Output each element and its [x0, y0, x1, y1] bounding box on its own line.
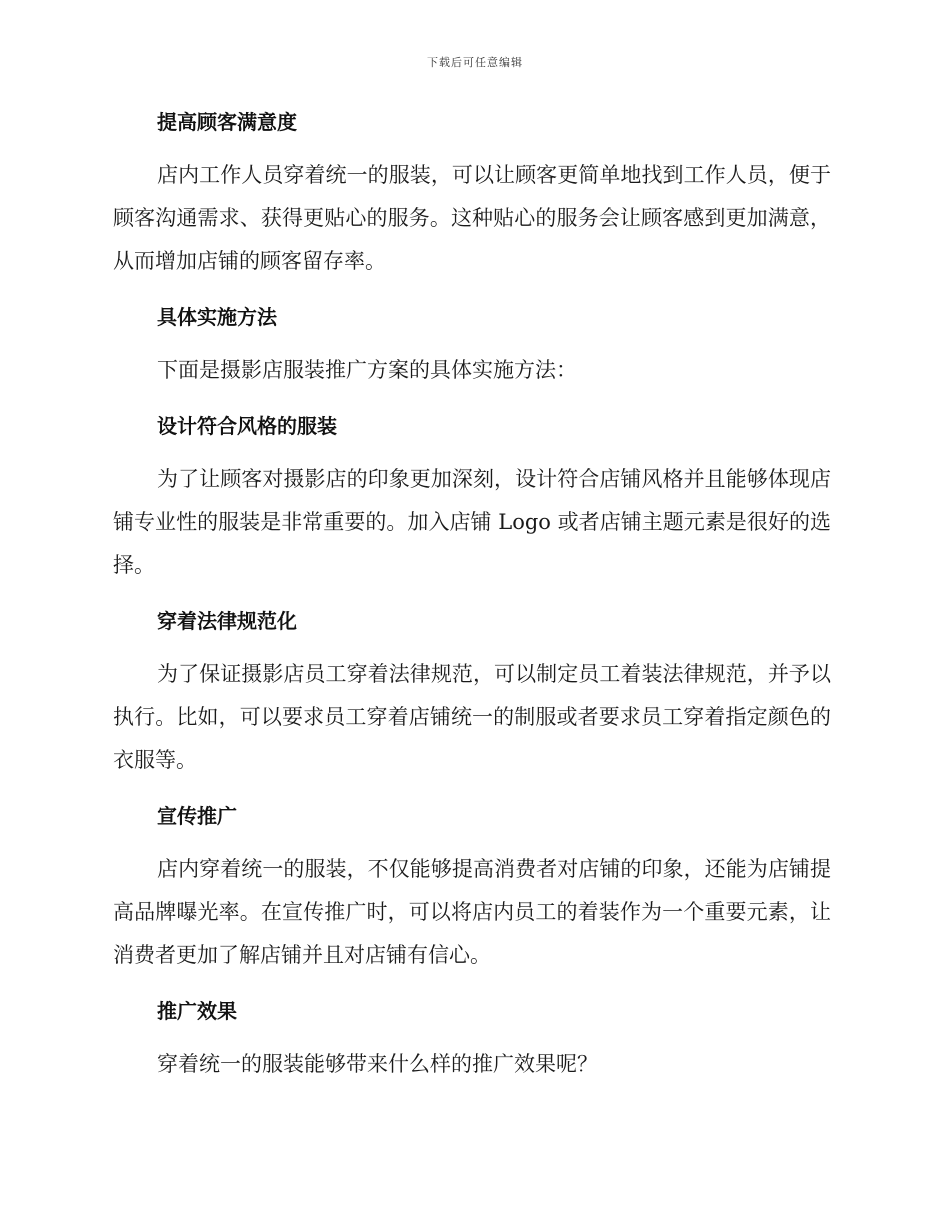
section-heading-promotion: 宣传推广 [157, 804, 237, 828]
section-heading-dress-code: 穿着法律规范化 [157, 609, 297, 633]
section-heading-satisfaction: 提高顾客满意度 [157, 110, 297, 134]
section-paragraph-promotion: 店内穿着统一的服装，不仅能够提高消费者对店铺的印象，还能为店铺提高品牌曝光率。在宣传推广时，可以将店内员工的着装作为一个重要元素，让消费者更加了解店铺并且对店铺有信心。 [113, 857, 831, 967]
section-paragraph-effect: 穿着统一的服装能够带来什么样的推广效果呢？ [157, 1052, 598, 1076]
section-paragraph-implementation: 下面是摄影店服装推广方案的具体实施方法： [157, 358, 577, 382]
document-body [113, 108, 831, 1086]
section-paragraph-satisfaction: 店内工作人员穿着统一的服装，可以让顾客更简单地找到工作人员，便于顾客沟通需求、获得更贴心的服务。这种贴心的服务会让顾客感到更加满意，从而增加店铺的顾客留存率。 [113, 163, 831, 273]
section-paragraph-design: 为了让顾客对摄影店的印象更加深刻，设计符合店铺风格并且能够体现店铺专业性的服装是非常重要的。加入店铺 Logo 或者店铺主题元素是很好的选择。 [113, 467, 831, 577]
section-paragraph-dress-code: 为了保证摄影店员工穿着法律规范，可以制定员工着装法律规范，并予以执行。比如，可以要求员工穿着店铺统一的制服或者要求员工穿着指定颜色的衣服等。 [113, 662, 831, 772]
section-heading-design: 设计符合风格的服装 [157, 414, 337, 438]
section-heading-implementation: 具体实施方法 [157, 305, 277, 329]
header-note: 下载后可任意编辑 [427, 56, 523, 69]
section-heading-effect: 推广效果 [157, 999, 237, 1023]
